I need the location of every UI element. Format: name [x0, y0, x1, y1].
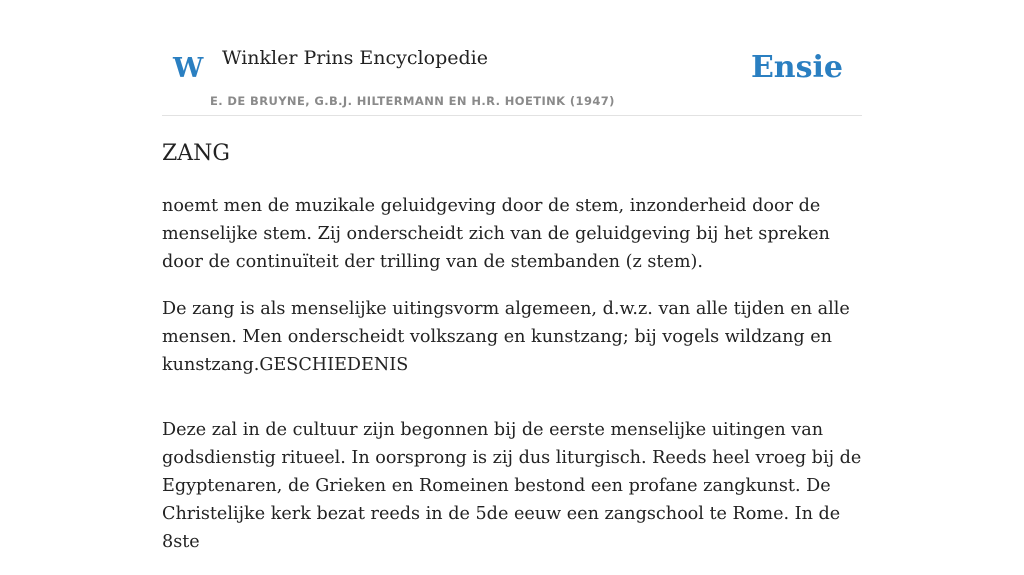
- brand-logo[interactable]: Ensie: [750, 50, 843, 85]
- site-title[interactable]: Winkler Prins Encyclopedie: [222, 47, 488, 69]
- article-body: [162, 192, 862, 575]
- site-header: [162, 40, 862, 116]
- article-paragraph: De zang is als menselijke uitingsvorm algemeen, d.w.z. van alle tijden en alle mensen. Men onderscheidt volkszang en kunstzang; bij vogels wildzang en kunstzang.GESCHIEDENIS: [162, 299, 850, 375]
- article-paragraph: noemt men de muzikale geluidgeving door de stem, inzonderheid door de menselijke stem. Zij onderscheidt zich van de geluidgeving bij het spreken door de continuïteit der trilling van de stembanden (z stem).: [162, 196, 830, 272]
- article-title: ZANG: [162, 141, 230, 166]
- article-paragraph: Deze zal in de cultuur zijn begonnen bij de eerste menselijke uitingen van godsdienstig ritueel. In oorsprong is zij dus liturgisch. Reeds heel vroeg bij de Egyptenaren, de Grieken en Romeinen bestond een profane zangkunst. De Christelijke kerk bezat reeds in de 5de eeuw een zangschool te Rome. In de 8ste: [162, 420, 862, 552]
- site-logo[interactable]: W: [173, 53, 204, 84]
- authors-credit: E. DE BRUYNE, G.B.J. HILTERMANN EN H.R. HOETINK (1947): [210, 94, 615, 108]
